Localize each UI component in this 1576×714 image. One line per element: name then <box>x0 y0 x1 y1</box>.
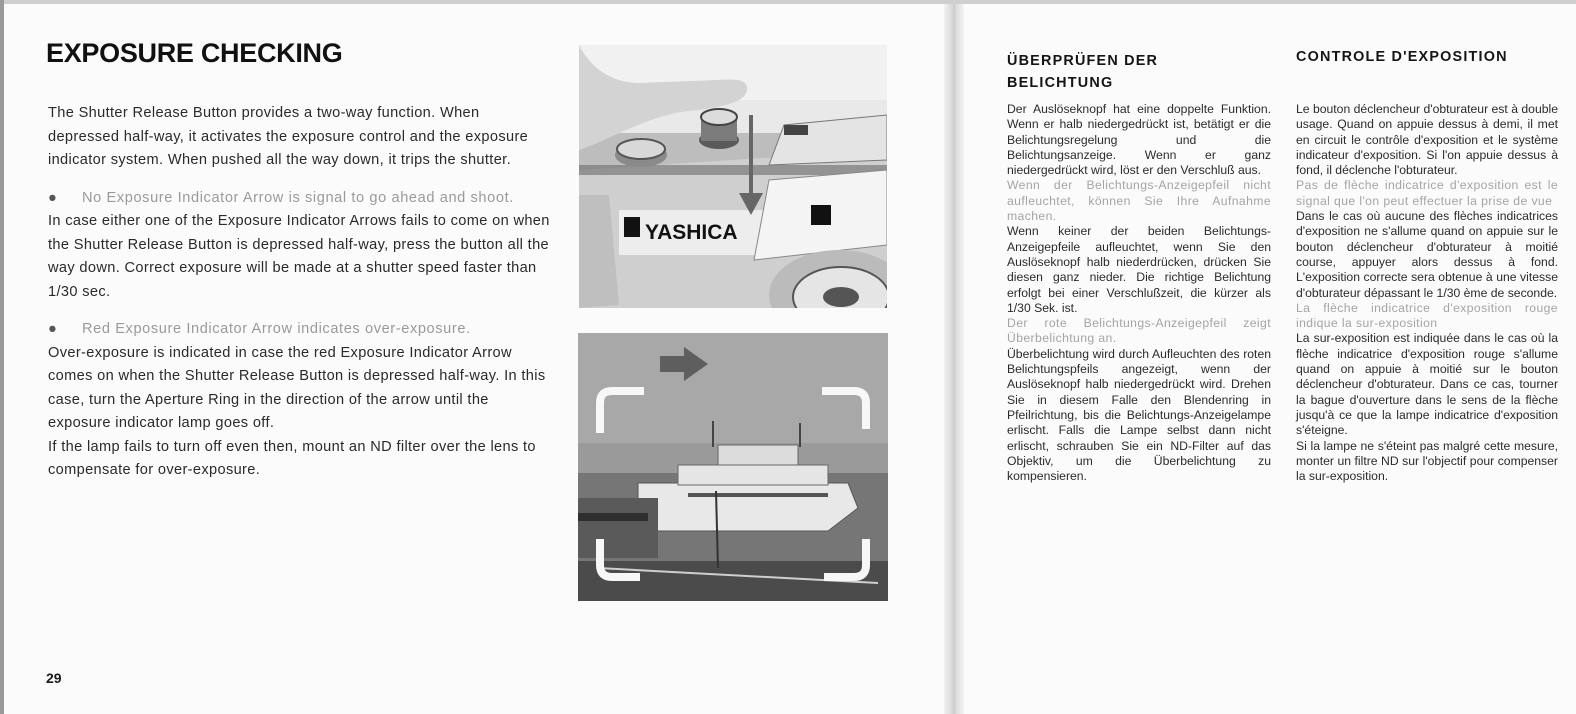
page-edge-left <box>0 0 4 714</box>
german-body-no-arrow: Wenn keiner der beiden Belichtungs-Anzeigepfeile aufleuchtet, wenn Sie den Auslöseknopf halb niederdrücken, drücken Sie diesen ganz nieder. Die richtige Belichtung erfolgt bei einer Verschlußzeit, die kürzer als 1/30 Sek. ist. <box>1007 224 1271 315</box>
bullet-body-nd-filter: If the lamp fails to turn off even then, mount an ND filter over the lens to compensate for over-exposure. <box>48 438 536 478</box>
english-text <box>48 102 551 483</box>
bullet-body-no-arrow: In case either one of the Exposure Indicator Arrows fails to come on when the Shutter Release Button is depressed half-way, press the button all the way down. Correct exposure will be made at a shutter speed faster than 1/30 sec. <box>48 213 550 300</box>
french-body-nd-filter: Si la lampe ne s'éteint pas malgré cette mesure, monter un filtre ND sur l'objectif pour compenser la sur-exposition. <box>1296 438 1558 484</box>
german-text <box>1007 102 1271 484</box>
book-gutter <box>944 0 964 714</box>
camera-brand-label: YASHICA <box>645 221 738 244</box>
camera-photo <box>579 45 887 308</box>
french-body-no-arrow: Dans le cas où aucune des flèches indicatrices d'exposition ne s'allume quand on appuie sur le bouton déclencheur d'obturateur à moitié course, appuyer alors dessus à fond. L'exposition correcte sera obtenue à une vitesse d'obturateur dépassant le 1/30 ème de seconde. <box>1296 209 1558 300</box>
bullet-heading-red-arrow <box>48 318 551 342</box>
german-heading: ÜBERPRÜFEN DER BELICHTUNG <box>1007 53 1159 91</box>
bullet-heading-no-arrow <box>48 187 551 211</box>
french-heading: CONTROLE D'EXPOSITION <box>1296 49 1508 65</box>
french-text <box>1296 102 1558 484</box>
german-body-red-arrow: Überbelichtung wird durch Aufleuchten des roten Belichtungspfeils angezeigt, wenn der Auslöseknopf halb niedergedrückt wird. Drehen Sie in diesem Falle den Blendenring in Pfeilrichtung, bis die Belichtungs-Anzeigelampe erlischt. Falls die Lampe selbst dann nicht erlischt, schrauben Sie ein ND-Filter auf das Objektiv, um die Überbelichtung zu kompensieren. <box>1007 346 1271 484</box>
german-intro: Der Auslöseknopf hat eine doppelte Funktion. Wenn er halb niedergedrückt ist, betätigt er die Belichtungsregelung und die Belichtungsanzeige. Wenn er ganz niedergedrückt wird, löst er den Verschluß aus. <box>1007 102 1271 178</box>
french-sub-red-arrow: La flèche indicatrice d'exposition rouge indique la sur-exposition <box>1296 300 1558 331</box>
bullet-icon: ● <box>48 189 58 206</box>
page-number: 29 <box>46 670 62 686</box>
bullet-heading-text: Red Exposure Indicator Arrow indicates over-exposure. <box>82 321 471 337</box>
bullet-icon: ● <box>48 321 58 337</box>
bullet-body-red-arrow: Over-exposure is indicated in case the red Exposure Indicator Arrow comes on when the Shutter Release Button is depressed half-way. In this case, turn the Aperture Ring in the direction of the arrow until the exposure indicator lamp goes off. <box>48 344 546 431</box>
viewfinder-photo <box>578 333 888 601</box>
german-sub-red-arrow: Der rote Belichtungs-Anzeigepfeil zeigt Überbelichtung an. <box>1007 316 1271 346</box>
page-title: EXPOSURE CHECKING <box>46 38 343 68</box>
french-sub-no-arrow: Pas de flèche indicatrice d'exposition est le signal que l'on peut effectuer la prise de vue <box>1296 178 1558 208</box>
intro-paragraph: The Shutter Release Button provides a two-way function. When depressed half-way, it activates the exposure control and the exposure indicator system. When pushed all the way down, it trips the shutter. <box>48 105 529 168</box>
french-intro: Le bouton déclencheur d'obturateur est à double usage. Quand on appuie dessus à demi, il met en circuit le contrôle d'exposition et le système indicateur d'exposition. Si l'on appuie dessus à fond, il déclenche l'obturateur. <box>1296 102 1558 178</box>
german-sub-no-arrow: Wenn der Belichtungs-Anzeigepfeil nicht aufleuchtet, können Sie Ihre Aufnahme machen. <box>1007 178 1271 224</box>
bullet-heading-text: No Exposure Indicator Arrow is signal to go ahead and shoot. <box>82 189 514 206</box>
exposure-arrow-icon <box>660 356 686 372</box>
page-edge-top <box>0 0 1576 4</box>
french-body-red-arrow: La sur-exposition est indiquée dans le cas où la flèche indicatrice d'exposition rouge s'allume quand on appuie à moitié sur le bouton déclencheur d'obturateur. Dans ce cas, tourner la bague d'ouverture dans le sens de la flèche jusqu'à ce que la lampe indicatrice d'exposition s'éteigne. <box>1296 331 1558 438</box>
